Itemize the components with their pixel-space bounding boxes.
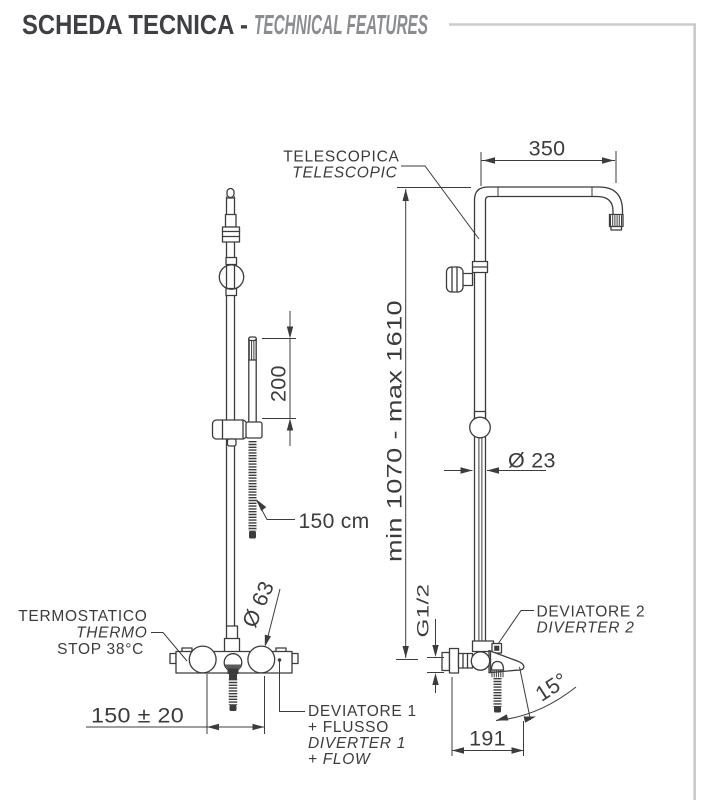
shower-head-connector [610, 215, 624, 231]
rail-base-connector [227, 626, 238, 639]
label-telescopic-it: TELESCOPICA [283, 148, 400, 166]
label-thermostatic-it: TERMOSTATICO [18, 608, 148, 625]
dim-column-diameter-value: Ø 23 [508, 448, 556, 473]
header [22, 9, 428, 40]
hand-shower [249, 337, 256, 429]
side-knob [471, 652, 489, 670]
label-diverter1-line2: + FLUSSO [308, 719, 389, 736]
dim-handshower-value: 200 [266, 365, 291, 402]
dim-knob-diameter [238, 578, 280, 648]
label-diverter2-en: DIVERTER 2 [536, 619, 635, 637]
dimension-annotations [86, 137, 616, 757]
label-diverter1-line4: + FLOW [308, 751, 371, 768]
telescopic-column [447, 187, 624, 641]
leader-telescopic [401, 166, 479, 239]
wall-bracket-ring [219, 265, 243, 289]
dim-inlet-spacing-value: 150 ± 20 [91, 703, 184, 728]
thermostatic-valve-side [442, 641, 524, 713]
shower-hose [249, 441, 256, 539]
thermostatic-valve-front [170, 626, 298, 711]
dim-hose-length-value: 150 cm [298, 509, 370, 533]
front-view-figure [170, 189, 298, 712]
dim-inlet-spacing [86, 674, 265, 734]
label-diverter1-line3: DIVERTER 1 [308, 735, 407, 752]
shower-rail [219, 189, 243, 627]
ball-joint [470, 412, 491, 438]
label-telescopic-en: TELESCOPIC [292, 164, 398, 182]
temperature-knob [189, 646, 216, 673]
dim-spout-depth [452, 677, 524, 756]
hose-outlet-dome [492, 662, 504, 671]
wall-flange [450, 649, 459, 674]
label-thermostatic-stop: STOP 38°C [57, 641, 144, 658]
dim-height-range-value: min 1070 - max 1610 [382, 354, 407, 562]
leader-diverter2 [498, 611, 534, 645]
dim-handshower-length [262, 311, 296, 446]
label-diverter1-line1: DEVIATORE 1 [308, 703, 417, 720]
dim-spout-angle [495, 667, 576, 724]
diverter-knob [248, 646, 275, 673]
label-diverter2-it: DEVIATORE 2 [536, 603, 646, 621]
dim-hose-length [254, 498, 370, 533]
wall-flange-plate [442, 653, 450, 671]
dim-arm-length [481, 137, 616, 187]
page-title-english: TECHNICAL FEATURES [254, 9, 429, 40]
dim-knob-diameter-value: Ø 63 [237, 577, 280, 632]
page-title-italian: SCHEDA TECNICA - [22, 9, 248, 40]
label-thermostatic-en: THERMO [76, 624, 148, 642]
dim-connection-thread-value: G1/2 [414, 600, 433, 638]
dim-column-diameter [444, 449, 556, 474]
dim-spout-depth-value: 191 [469, 726, 506, 751]
dim-connection-thread [415, 584, 445, 694]
dim-arm-length-value: 350 [528, 136, 566, 161]
column-lock-knob [447, 262, 488, 293]
dim-spout-angle-value: 15° [531, 667, 573, 707]
